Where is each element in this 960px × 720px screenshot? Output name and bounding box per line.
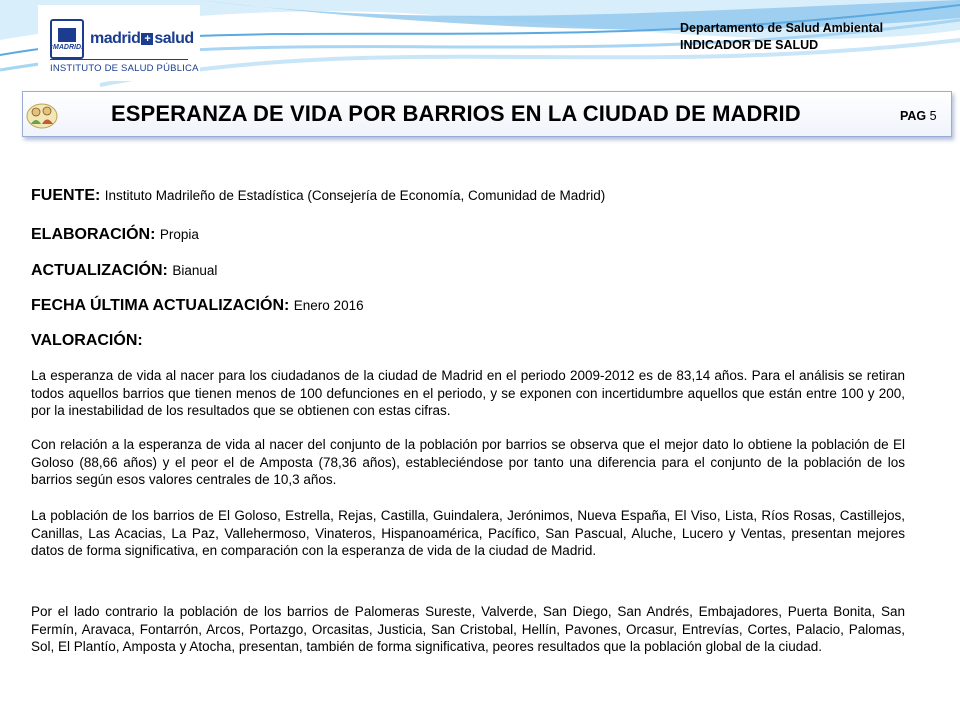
paragraph-life-expectancy: La esperanza de vida al nacer para los ciudadanos de la ciudad de Madrid en el periodo 2009-2012 es de 83,14 años. Para el análisis se retiran todos aquellos barrios que tienen menos de 100 defunciones en el periodo, y se exponen con incertidumbre aquellos que están entre 100 y 200, por la inestabilidad de los resultados que se obtienen con estas cifras. <box>31 368 905 418</box>
field-actualizacion: ACTUALIZACIÓN: Bianual <box>31 262 218 279</box>
paragraph-worse-barrios: Por el lado contrario la población de los barrios de Palomeras Sureste, Valverde, San Diego, San Andrés, Embajadores, Puerta Bonita, San Fermín, Aravaca, Fontarrón, Arcos, Portazgo, Orcasitas, Justicia, San Cristobal, Hellín, Pavones, Orcasur, Entrevías, Cortes, Palacio, Palomas, Sol, El Plantío, Amposta y Atocha, presentan, también de forma significativa, peores resultados que la población global de la ciudad. <box>31 604 905 654</box>
department-name: Departamento de Salud Ambiental <box>680 21 884 35</box>
paragraph-best-worst: Con relación a la esperanza de vida al nacer del conjunto de la población por barrios se observa que el mejor dato lo obtiene la población de El Goloso (88,66 años) y el peor el de Amposta (78,36 años), estableciéndose por tanto una diferencia para el conjunto de la población de los barrios según esos valores centrales de 10,3 años. <box>31 437 905 487</box>
page-title: ESPERANZA DE VIDA POR BARRIOS EN LA CIUDAD DE MADRID <box>111 101 801 126</box>
field-fecha-ultima-actualizacion: FECHA ÚLTIMA ACTUALIZACIÓN: Enero 2016 <box>31 297 364 314</box>
paragraph-better-barrios: La población de los barrios de El Goloso, Estrella, Rejas, Castilla, Guindalera, Jerónimos, Nueva España, El Viso, Lista, Ríos Rosas, Castillejos, Canillas, Las Acacias, La Paz, Vallehermoso, Vinateros, Hispanoamérica, Pacífico, San Pascual, Aluche, Lucero y Ventas, presentan mejores datos de forma significativa, en comparación con la esperanza de vida de la ciudad de Madrid. <box>31 508 905 558</box>
field-fuente: FUENTE: Instituto Madrileño de Estadística (Consejería de Economía, Comunidad de Madrid) <box>31 187 606 204</box>
indicator-label: INDICADOR DE SALUD <box>680 38 819 52</box>
clipart-people-icon <box>25 100 59 130</box>
logo-brand: madrid + salud <box>90 30 194 47</box>
field-elaboracion: ELABORACIÓN: Propia <box>31 226 199 243</box>
madrid-seal-icon: ¡MADRID! <box>50 19 84 59</box>
field-valoracion: VALORACIÓN: <box>31 332 143 349</box>
page-label: PAG <box>900 109 927 123</box>
department-heading <box>680 20 883 54</box>
page-indicator <box>900 109 937 123</box>
logo-subtitle: INSTITUTO DE SALUD PÚBLICA <box>50 63 199 74</box>
title-bar <box>22 91 952 137</box>
institution-logo <box>38 5 200 81</box>
page-number: 5 <box>929 109 937 123</box>
